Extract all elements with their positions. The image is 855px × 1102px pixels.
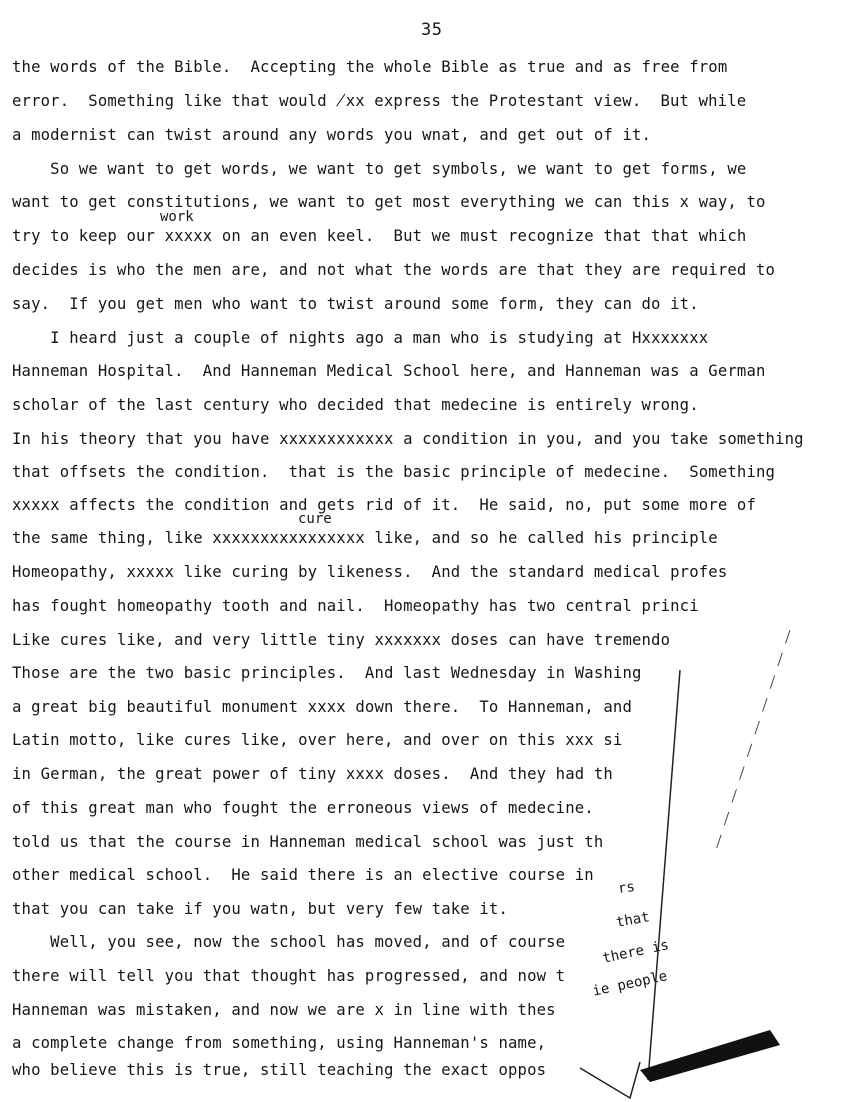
text-line: try to keep our xxxxx on an even keel. But we must recognize that that which (12, 227, 747, 245)
text-line: Well, you see, now the school has moved, and of course (12, 933, 566, 951)
fold-fragment: ie people (591, 968, 669, 1000)
text-line: Like cures like, and very little tiny xxxxxxx doses can have tremendo (12, 631, 671, 649)
text-line: in German, the great power of tiny xxxx doses. And they had th (12, 765, 613, 783)
text-line: who believe this is true, still teaching the exact oppos (12, 1061, 547, 1079)
text-line: Homeopathy, xxxxx like curing by likeness. And the standard medical profes (12, 563, 728, 581)
text-line: a complete change from something, using Hanneman's name, (12, 1034, 547, 1052)
interlinear-insertion: work (160, 209, 194, 225)
text-line: Hanneman Hospital. And Hanneman Medical School here, and Hanneman was a German (12, 362, 766, 380)
interlinear-insertion: cure (298, 511, 332, 527)
text-line: the words of the Bible. Accepting the whole Bible as true and as free from (12, 58, 728, 76)
text-line: a modernist can twist around any words you wnat, and get out of it. (12, 126, 652, 144)
text-line: Those are the two basic principles. And last Wednesday in Washing (12, 664, 642, 682)
text-line: a great big beautiful monument xxxx down there. To Hanneman, and (12, 698, 632, 716)
text-line: I heard just a couple of nights ago a man who is studying at Hxxxxxxx (12, 329, 709, 347)
fold-fragment: rs (616, 878, 636, 898)
text-line: that offsets the condition. that is the basic principle of medecine. Something (12, 463, 776, 481)
text-line: want to get constitutions, we want to get most everything we can this x way, to (12, 193, 766, 211)
text-line: scholar of the last century who decided that medecine is entirely wrong. (12, 396, 699, 414)
text-line: Latin motto, like cures like, over here, and over on this xxx si (12, 731, 623, 749)
text-line: say. If you get men who want to twist around some form, they can do it. (12, 295, 699, 313)
text-line: So we want to get words, we want to get symbols, we want to get forms, we (12, 160, 747, 178)
text-line: error. Something like that would ̸xx express the Protestant view. But while (12, 92, 747, 110)
page-number: 35 (421, 20, 443, 40)
fold-fragment: that (614, 909, 651, 931)
text-line: xxxxx affects the condition and gets rid of it. He said, no, put some more of (12, 496, 756, 514)
text-line: of this great man who fought the erroneous views of medecine. (12, 799, 594, 817)
text-line: told us that the course in Hanneman medical school was just th (12, 833, 604, 851)
text-line: there will tell you that thought has progressed, and now t (12, 967, 566, 985)
text-line: that you can take if you watn, but very few take it. (12, 900, 508, 918)
fold-fragment: there is (601, 937, 671, 967)
text-line: other medical school. He said there is an elective course in (12, 866, 594, 884)
text-line: decides is who the men are, and not what the words are that they are required to (12, 261, 776, 279)
text-line: In his theory that you have xxxxxxxxxxxx a condition in you, and you take something (12, 430, 804, 448)
text-line: has fought homeopathy tooth and nail. Homeopathy has two central princi (12, 597, 699, 615)
text-line: the same thing, like xxxxxxxxxxxxxxxx like, and so he called his principle (12, 529, 718, 547)
text-line: Hanneman was mistaken, and now we are x in line with thes (12, 1001, 556, 1019)
